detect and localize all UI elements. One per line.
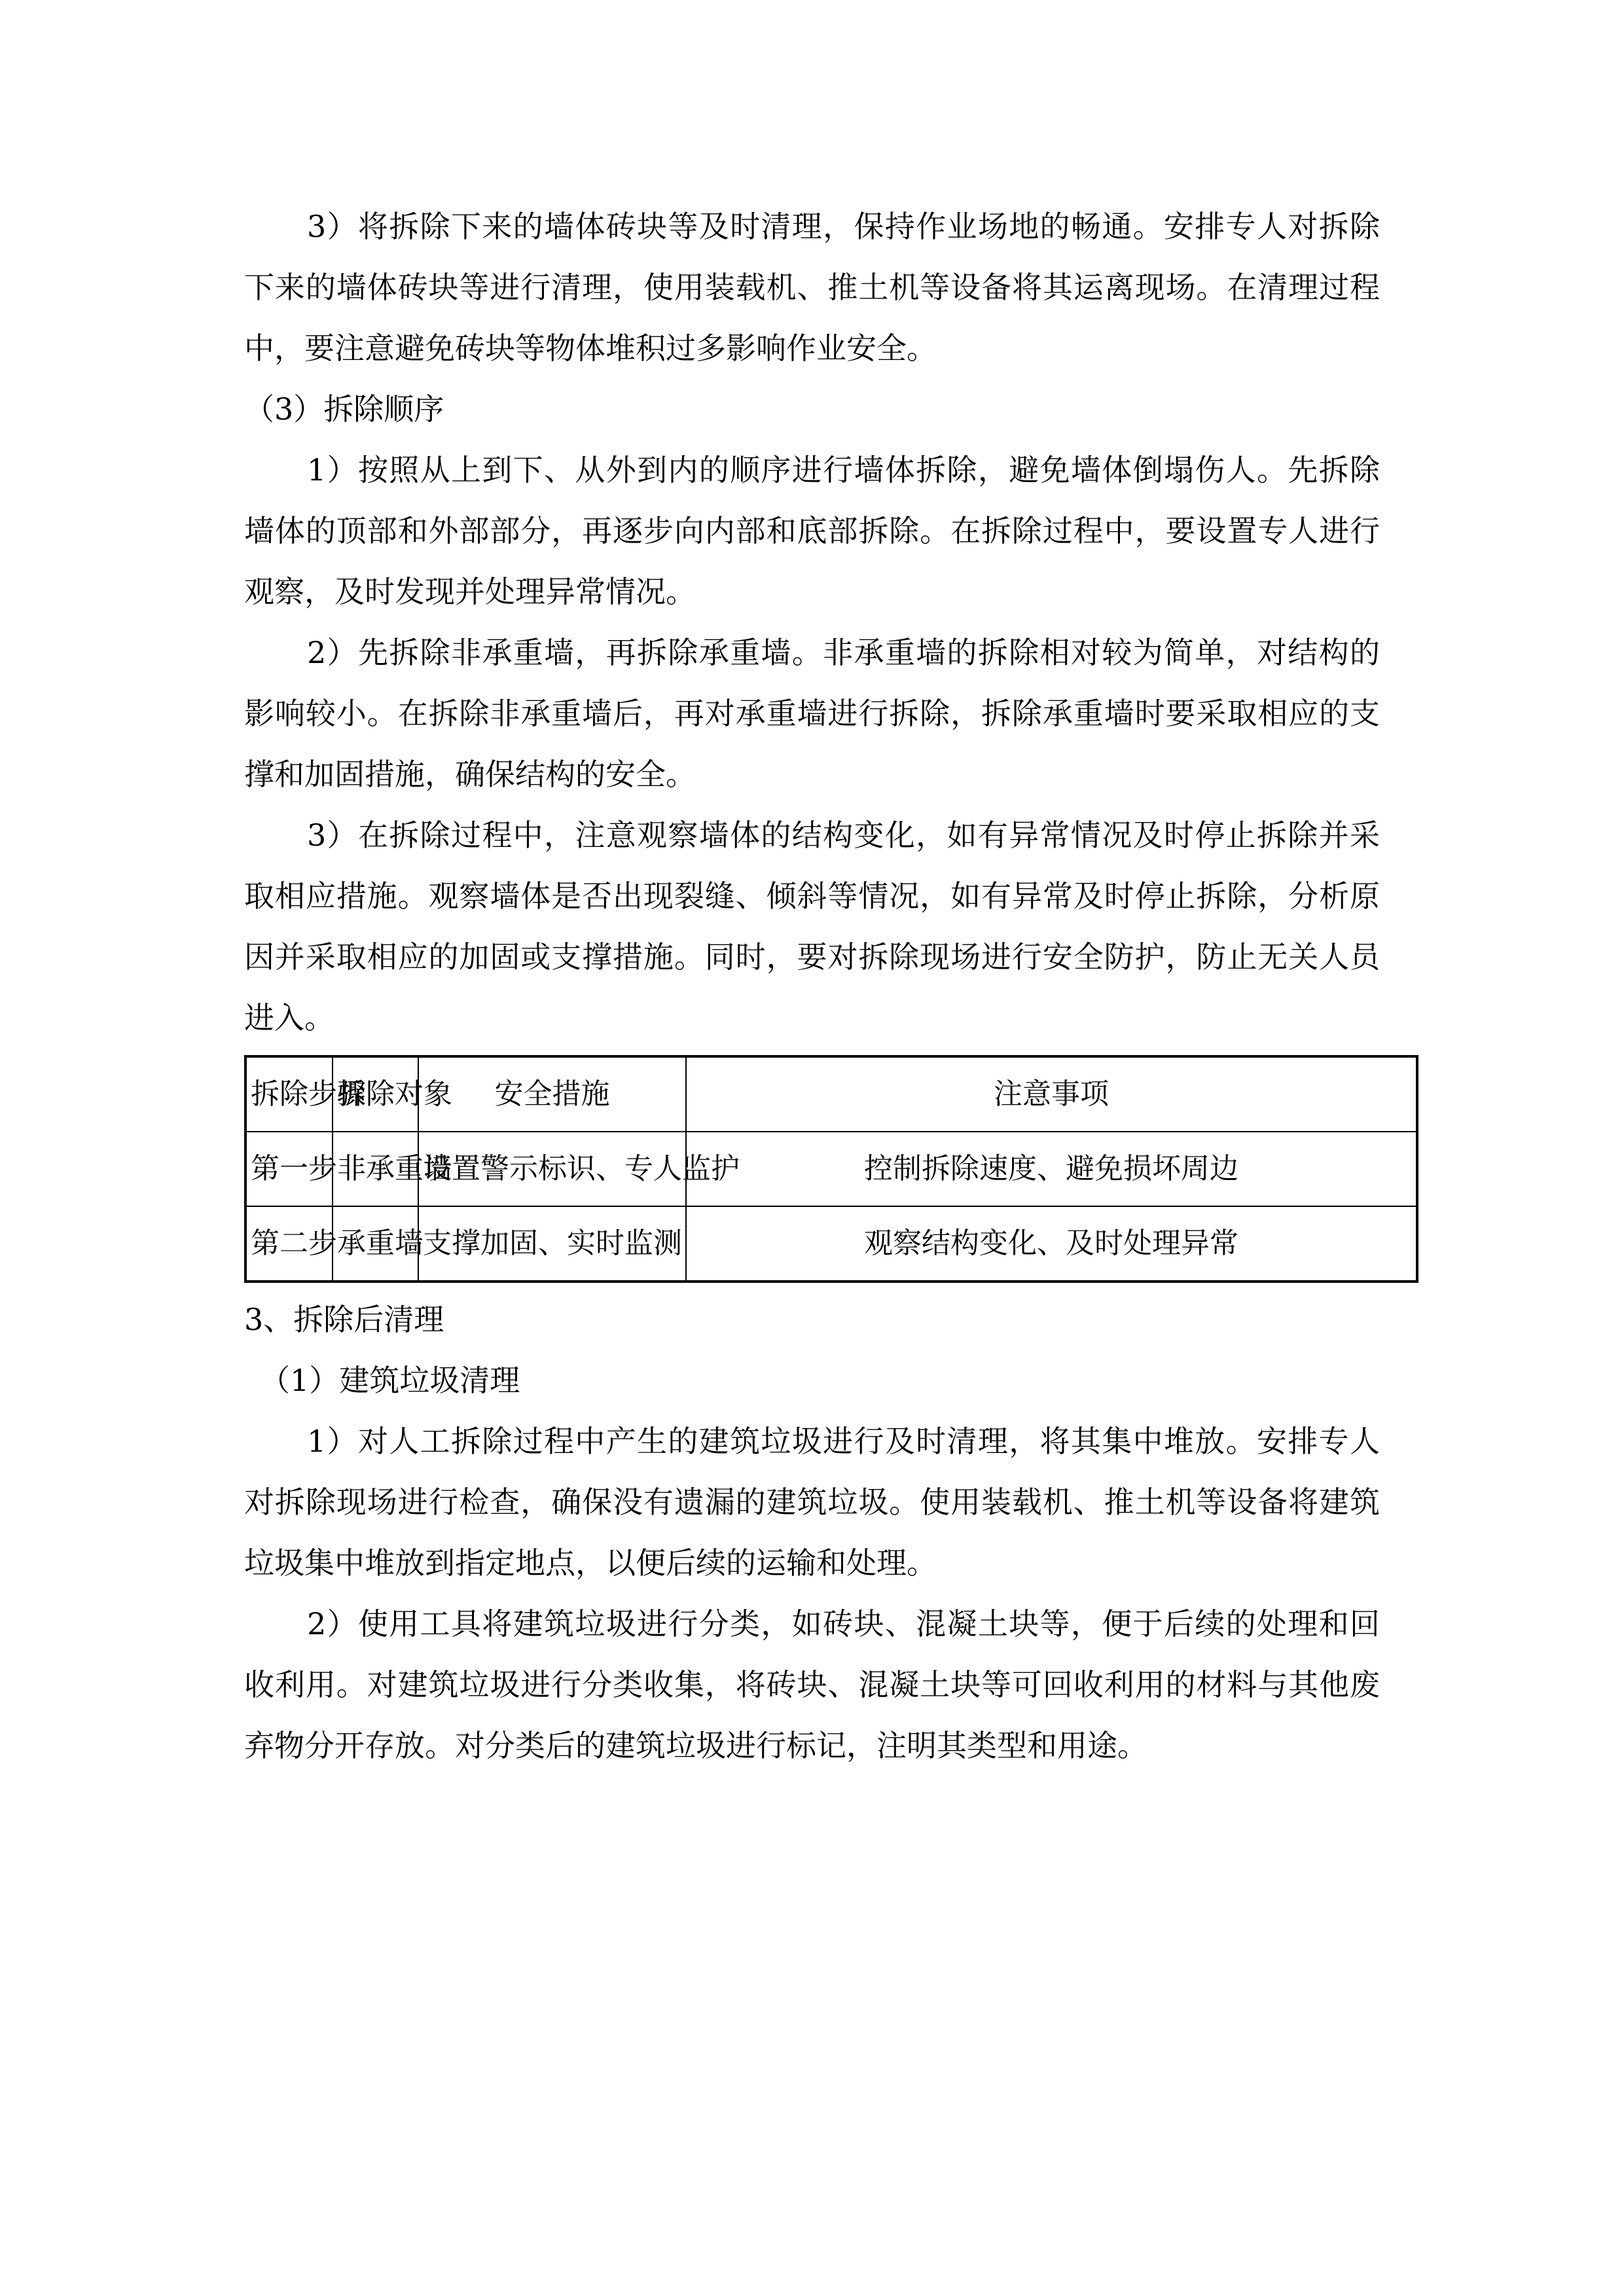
table-header-notes: 注意事项 (686, 1056, 1417, 1132)
table-cell-object: 非承重墙 (333, 1132, 418, 1206)
table-cell-safety: 支撑加固、实时监测 (418, 1206, 686, 1282)
table-cell-step: 第一步 (245, 1132, 333, 1206)
table-row (245, 1132, 1417, 1206)
paragraph-order-step-1: 1）按照从上到下、从外到内的顺序进行墙体拆除，避免墙体倒塌伤人。先拆除墙体的顶部和外部部分，再逐步向内部和底部拆除。在拆除过程中，要设置专人进行观察，及时发现并处理异常情况。 (244, 452, 1380, 609)
table-row (245, 1206, 1417, 1282)
paragraph-order-step-2: 2）先拆除非承重墙，再拆除承重墙。非承重墙的拆除相对较为简单，对结构的影响较小。在拆除非承重墙后，再对承重墙进行拆除，拆除承重墙时要采取相应的支撑和加固措施，确保结构的安全。 (244, 635, 1380, 792)
paragraph-waste-step-1: 1）对人工拆除过程中产生的建筑垃圾进行及时清理，将其集中堆放。安排专人对拆除现场进行检查，确保没有遗漏的建筑垃圾。使用装载机、推土机等设备将建筑垃圾集中堆放到指定地点，以便后续的运输和处理。 (244, 1424, 1380, 1581)
paragraph-order-step-3: 3）在拆除过程中，注意观察墙体的结构变化，如有异常情况及时停止拆除并采取相应措施。观察墙体是否出现裂缝、倾斜等情况，如有异常及时停止拆除，分析原因并采取相应的加固或支撑措施。同时，要对拆除现场进行安全防护，防止无关人员进入。 (244, 817, 1380, 1035)
heading-post-demolition-cleanup: 3、拆除后清理 (244, 1302, 444, 1337)
demolition-steps-table (244, 1055, 1418, 1283)
document-body (244, 196, 1380, 1776)
table-cell-notes: 观察结构变化、及时处理异常 (686, 1206, 1417, 1282)
paragraph-clear-bricks: 3）将拆除下来的墙体砖块等及时清理，保持作业场地的畅通。安排专人对拆除下来的墙体砖块等进行清理，使用装载机、推土机等设备将其运离现场。在清理过程中，要注意避免砖块等物体堆积过多影响作业安全。 (244, 209, 1380, 366)
table-header-safety: 安全措施 (418, 1056, 686, 1132)
heading-demolition-order: （3）拆除顺序 (244, 391, 444, 427)
table-header-object: 拆除对象 (333, 1056, 418, 1132)
table-cell-step: 第二步 (245, 1206, 333, 1282)
table-cell-object: 承重墙 (333, 1206, 418, 1282)
table-cell-notes: 控制拆除速度、避免损坏周边 (686, 1132, 1417, 1206)
table-header-row (245, 1056, 1417, 1132)
paragraph-waste-step-2: 2）使用工具将建筑垃圾进行分类，如砖块、混凝土块等，便于后续的处理和回收利用。对建筑垃圾进行分类收集，将砖块、混凝土块等可回收利用的材料与其他废弃物分开存放。对分类后的建筑垃圾进行标记，注明其类型和用途。 (244, 1606, 1380, 1763)
heading-construction-waste-cleanup: （1）建筑垃圾清理 (260, 1363, 520, 1398)
table-cell-safety: 设置警示标识、专人监护 (418, 1132, 686, 1206)
table-header-step: 拆除步骤 (245, 1056, 333, 1132)
